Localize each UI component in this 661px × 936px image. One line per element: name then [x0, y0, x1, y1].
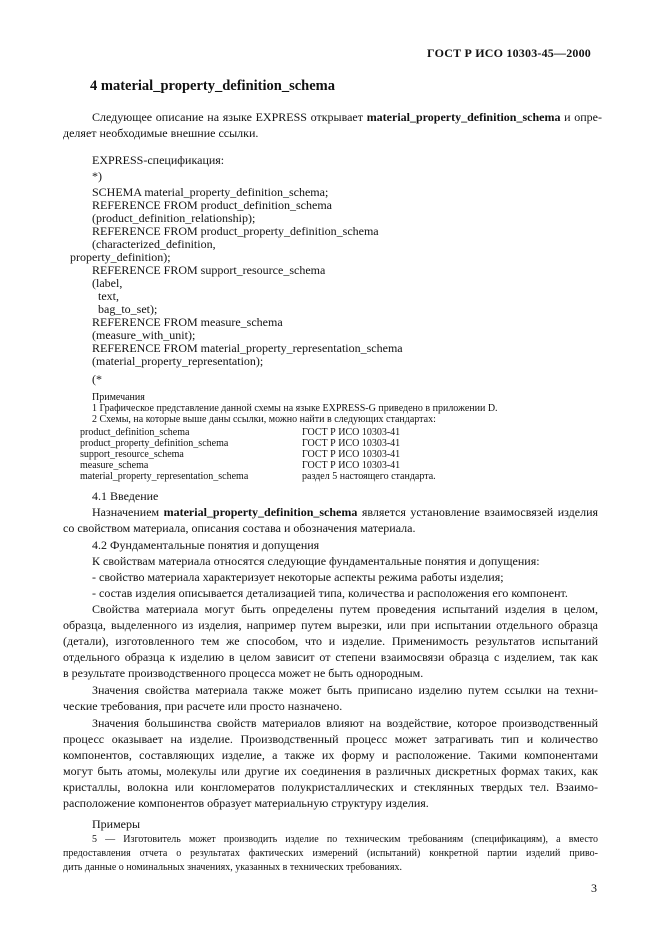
schema-table-standard: ГОСТ Р ИСО 10303-41 [302, 427, 401, 438]
note-1: 1 Графическое представление данной схемы на языке EXPRESS-G приведено в приложении D. [92, 403, 498, 414]
code-line: bag_to_set); [98, 302, 158, 316]
schema-table-standard: ГОСТ Р ИСО 10303-41 [302, 438, 401, 449]
para1-line: образца, выделенного из изделия, например путем вырезки, или при испытании отдельного образца [63, 618, 598, 632]
code-line: text, [98, 289, 119, 303]
code-line: REFERENCE FROM material_property_representation_schema [92, 341, 403, 355]
para1-line: в результате производственного процесса может не быть однородным. [63, 666, 424, 680]
code-line: REFERENCE FROM product_property_definition_schema [92, 224, 379, 238]
schema-table-standard: раздел 5 настоящего стандарта. [302, 471, 436, 482]
section-title: 4 material_property_definition_schema [90, 78, 335, 94]
s41-text: является установление взаимосвязей изделия [357, 505, 599, 519]
schema-table-name: product_definition_schema [80, 427, 190, 438]
schema-table-standard: ГОСТ Р ИСО 10303-41 [302, 449, 401, 460]
subsection-4-2-heading: 4.2 Фундаментальные понятия и допущения [92, 538, 320, 552]
s41-text: Назначением [92, 505, 164, 519]
s41-line-1 [92, 504, 598, 520]
intro-text: Следующее описание на языке EXPRESS открывает [92, 110, 367, 124]
s42-line: К свойствам материала относятся следующие фундаментальные понятия и допущения: [92, 554, 540, 568]
code-line: REFERENCE FROM support_resource_schema [92, 263, 326, 277]
code-line: REFERENCE FROM product_definition_schema [92, 198, 332, 212]
code-line: (product_definition_relationship); [92, 211, 256, 225]
code-line: (label, [92, 276, 123, 290]
schema-table-name: product_property_definition_schema [80, 438, 229, 449]
para3-line: кристаллы, волокна или конгломератов полукристаллических и стеклянных твердых тел. Взаимо- [63, 780, 598, 794]
code-open-marker: *) [92, 169, 102, 183]
notes-title: Примечания [92, 392, 145, 403]
para1-line: Свойства материала могут быть определены путем проведения испытаний изделия в целом, [92, 602, 598, 616]
schema-table-name: material_property_representation_schema [80, 471, 249, 482]
code-line: (characterized_definition, [92, 237, 216, 251]
schema-name-bold: material_property_definition_schema [163, 505, 358, 519]
s42-list-item: - состав изделия описывается детализацией типа, количества и расположения его компонент. [92, 586, 568, 600]
para2-line: ческие требования, при расчете или просто назначено. [63, 699, 343, 713]
intro-line-1 [92, 109, 602, 125]
schema-table-name: support_resource_schema [80, 449, 184, 460]
para1-line: (детали), изготовленного тем же способом, что и изделие. Применимость результатов испытаний [63, 634, 598, 648]
para3-line: расположение компонентов образует материальную структуру изделия. [63, 796, 429, 810]
subsection-4-1-heading: 4.1 Введение [92, 489, 159, 503]
example-line: дить данные о номинальных значениях, указанных в технических требованиях. [63, 862, 402, 873]
intro-line-2: деляет необходимые внешние ссылки. [63, 126, 259, 140]
para3-line: процесс оказывает на изделие. Производственный процесс может затрагивать тип и количество [63, 732, 598, 746]
intro-text: и опре- [560, 110, 602, 124]
examples-title: Примеры [92, 817, 141, 831]
code-line: (material_property_representation); [92, 354, 264, 368]
para1-line: отдельного образца к изделию в целом зависит от степени взаимосвязи образца с изделием, так как [63, 650, 598, 664]
para2-line: Значения свойства материала также может быть приписано изделию путем ссылки на техни- [92, 683, 598, 697]
schema-name-bold: material_property_definition_schema [366, 110, 561, 124]
schema-table-name: measure_schema [80, 460, 149, 471]
code-line: (measure_with_unit); [92, 328, 196, 342]
para3-line: Значения большинства свойств материалов влияют на воздействие, которое производственный [92, 716, 598, 730]
example-line: 5 — Изготовитель может производить изделие по техническим требованиям (спецификациям), а вместо [92, 834, 598, 845]
para3-line: компонентов, составляющих изделие, а также их форму и расположение. Такими компонентами [63, 748, 598, 762]
code-line: property_definition); [70, 250, 171, 264]
note-2: 2 Схемы, на которые выше даны ссылки, можно найти в следующих стандартах: [92, 414, 436, 425]
example-line: предоставления отчета о результатах фактических измерений (испытаний) конкретной партии изделий приво- [63, 848, 598, 859]
code-close-marker: (* [92, 372, 102, 386]
express-spec-label: EXPRESS-спецификация: [92, 153, 225, 167]
code-line: SCHEMA material_property_definition_schema; [92, 185, 329, 199]
para3-line: могут быть атомы, молекулы или другие их соединения в различных дискретных формах таких, как [63, 764, 598, 778]
schema-table-standard: ГОСТ Р ИСО 10303-41 [302, 460, 401, 471]
s42-list-item: - свойство материала характеризует некоторые аспекты режима работы изделия; [92, 570, 504, 584]
document-header: ГОСТ Р ИСО 10303-45—2000 [427, 46, 591, 60]
code-line: REFERENCE FROM measure_schema [92, 315, 283, 329]
page-number: 3 [591, 881, 597, 895]
s41-line-2: со свойством материала, описания состава и обозначения материала. [63, 521, 416, 535]
